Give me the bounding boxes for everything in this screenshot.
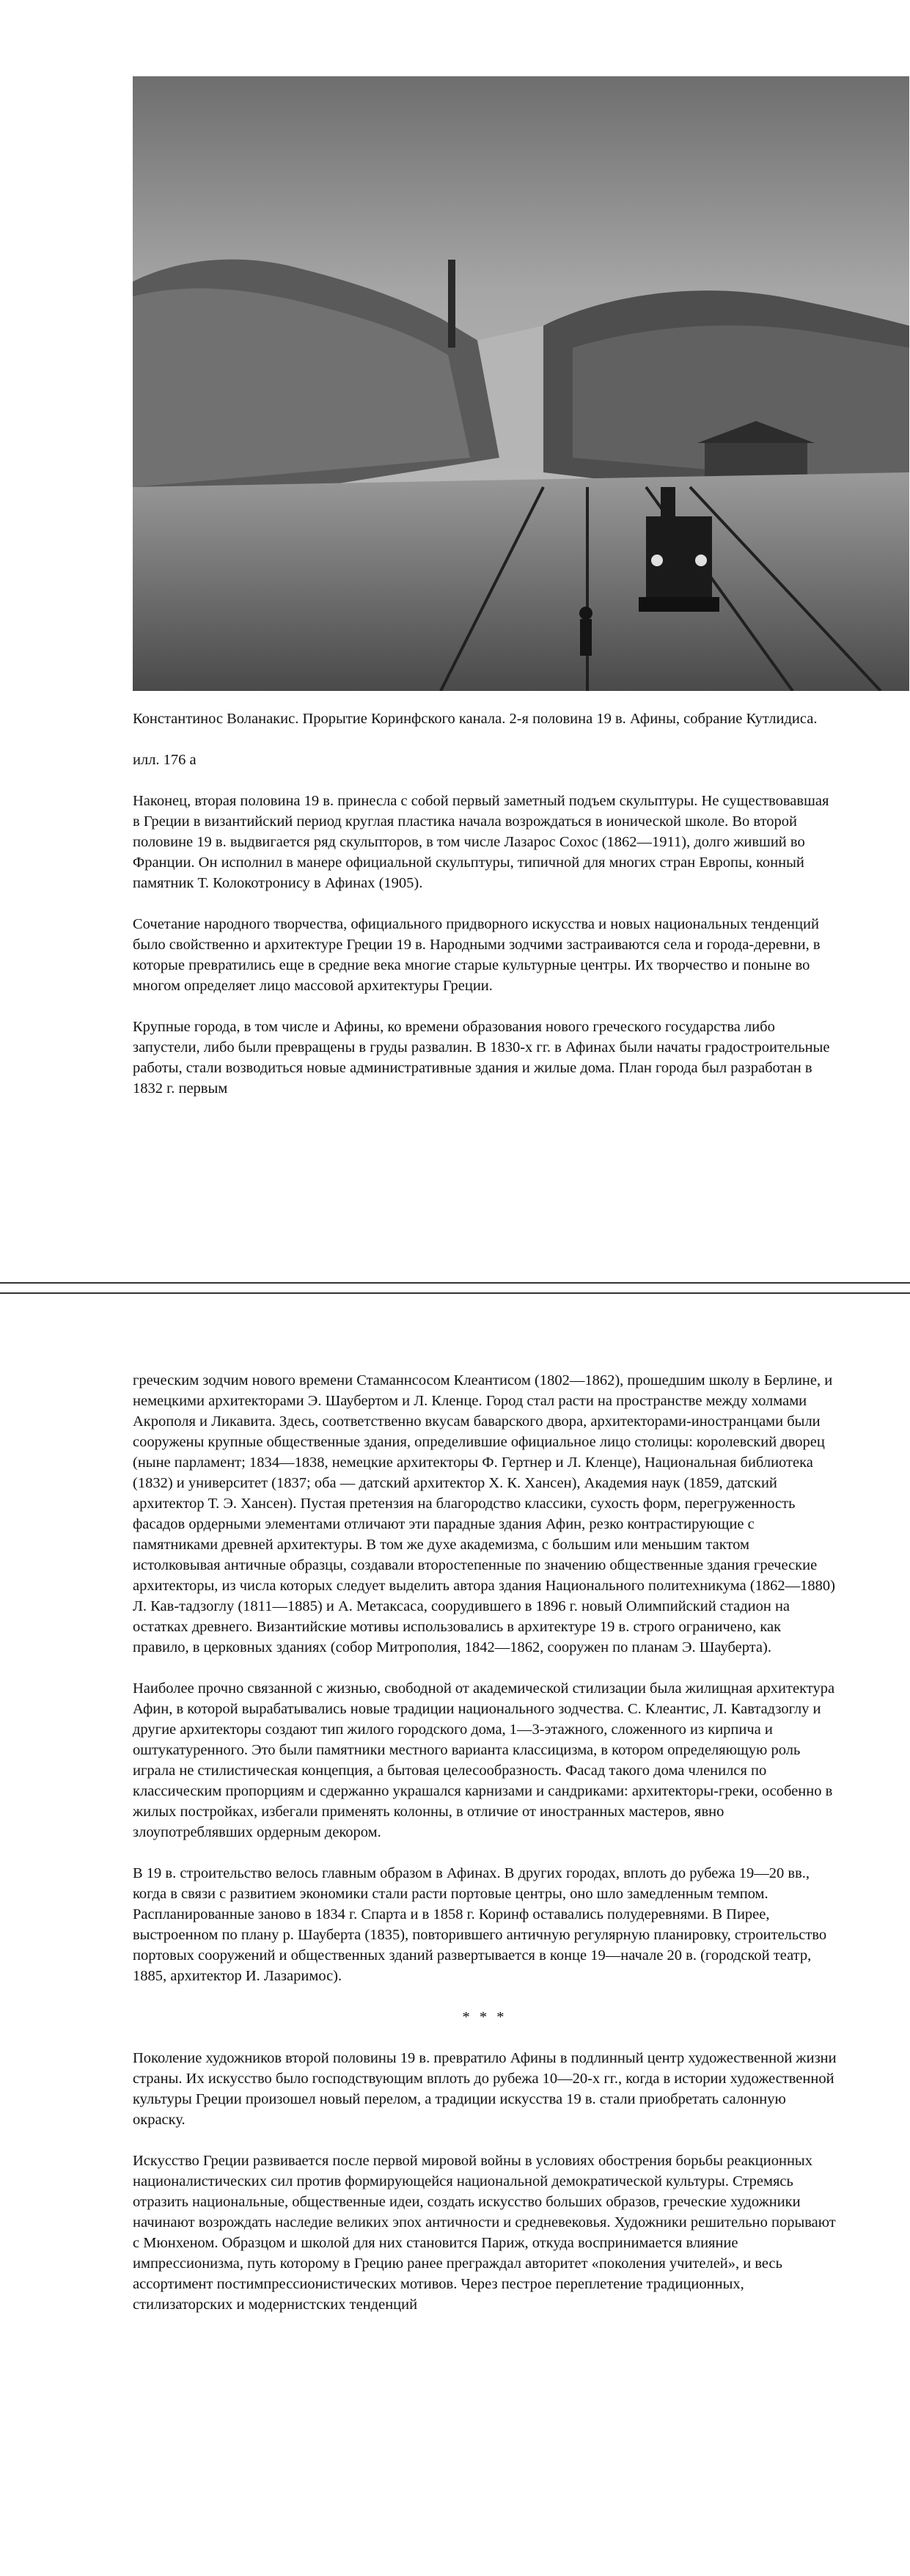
paragraph: Поколение художников второй половины 19 в. превратило Афины в подлинный центр художественной жизни страны. Их искусство было господствующим вплоть до рубежа 10—20-х гг., когда в истории художественной культуры Греции произошел новый перелом, а традиции искусства 19 в. стали приобретать салонную окраску. (133, 2050, 837, 2128)
paragraph: В 19 в. строительство велось главным образом в Афинах. В других городах, вплоть до рубежа 19—20 вв., когда в связи с развитием экономики стали расти портовые центры, оно шло замедленным темпом. Распланированные заново в 1834 г. Спарта и в 1858 г. Коринф оставались полудеревнями. В Пирее, выстроенном по плану р. Шауберта (1835), повторившего античную регулярную планировку, строительство портовых сооружений и общественных зданий развертывается в конце 19—начале 20 в. (городской театр, 1885, архитектор И. Лазаримос). (133, 1865, 827, 1984)
paragraph: Искусство Греции развивается после первой мировой войны в условиях обострения борьбы реакционных националистических сил против формирующейся национальной демократической культуры. Стремясь отразить национальные, общественные идеи, создать искусство больших образов, греческие художники начинают возрождать наследие великих эпох античности и средневековья. Художники решительно порывают с Мюнхеном. Образцом и школой для них становится Париж, откуда воспринимается влияние импрессионизма, путь которому в Грецию ранее преграждал авторитет «поколения учителей», и весь ассортимент постимпрессионистических мотивов. Через пестрое переплетение традиционных, стилизаторских и модернистских тенденций (133, 2153, 836, 2313)
corinth-canal-painting (133, 76, 909, 691)
paragraph: Сочетание народного творчества, официального придворного искусства и новых национальных тенденций было свойственно и архитектуре Греции 19 в. Народными зодчими застраиваются села и города-деревни, в которые превратились еще в средние века многие старые культурные центры. Их творчество и поныне во многом определяет лицо массовой архитектуры Греции. (133, 916, 821, 994)
image-caption: Константинос Воланакис. Прорытие Коринфского канала. 2-я половина 19 в. Афины, собрание Кутлидиса. (133, 711, 818, 727)
page-2 (0, 1294, 910, 2576)
illustration-reference: илл. 176 а (133, 752, 197, 768)
section-separator: * * * (462, 2009, 507, 2025)
page-2-text (133, 1370, 837, 2335)
page-1-text (133, 709, 837, 1119)
page-separator (0, 1282, 910, 1294)
paragraph: Наиболее прочно связанной с жизнью, свободной от академической стилизации была жилищная архитектура Афин, в которой вырабатывались новые традиции национального зодчества. С. Клеантис, Л. Кавтадзоглу и другие архитекторы создают тип жилого городского дома, 1—3-этажного, сложенного из кирпича и оштукатуренного. Это были памятники местного варианта классицизма, в котором определяющую роль играла не стилистическая концепция, а бытовая целесообразность. Фасад такого дома членился по классическим пропорциям и сдержанно украшался карнизами и сандриками: архитекторы-греки, особенно в жилых постройках, избегали применять колонны, в отличие от иностранных мастеров, явно злоупотреблявших ордерным декором. (133, 1680, 835, 1840)
paragraph: греческим зодчим нового времени Стаманнсосом Клеантисом (1802—1862), прошедшим школу в Берлине, и немецкими архитекторами Э. Шаубертом и Л. Кленце. Город стал расти на пространстве между холмами Акрополя и Ликавита. Здесь, соответственно вкусам баварского двора, архитекторами-иностранцами были сооружены крупные общественные здания, определившие официальное лицо столицы: королевский дворец (ныне парламент; 1834—1838, немецкие архитекторы Ф. Гертнер и Л. Кленце), Национальная библиотека (1832) и университет (1837; оба — датский архитектор Х. К. Хансен), Академия наук (1859, датский архитектор Т. Э. Хансен). Пустая претензия на благородство классики, сухость форм, перегруженность фасадов ордерными элементами отличают эти парадные здания Афин, резко контрастирующие с памятниками древней архитектуры. В том же духе академизма, с большим или меньшим тактом истолковывая античные образцы, создавали второстепенные по значению общественные здания греческие архитекторы, из числа которых следует выделить автора здания Национального политехникума (1862—1880) Л. Кав-тадзоглу (1811—1885) и А. Метаксаса, соорудившего в 1896 г. новый Олимпийский стадион на остатках древнего. Византийские мотивы использовались в архитектуре 19 в. строго ограничено, как правило, в церковных зданиях (собор Митрополия, 1842—1862, сооружен по планам Э. Шауберта). (133, 1372, 835, 1655)
painting-image (133, 76, 909, 691)
page-1 (0, 0, 910, 1282)
paragraph: Наконец, вторая половина 19 в. принесла с собой первый заметный подъем скульптуры. Не существовавшая в Греции в византийский период круглая пластика начала возрождаться в ионической школе. Во второй половине 19 в. выдвигается ряд скульпторов, в том числе Лазарос Сохос (1862—1911), долго живший во Франции. Он исполнил в манере официальной скульптуры, типичной для многих стран Европы, конный памятник Т. Колокотронису в Афинах (1905). (133, 793, 829, 891)
paragraph: Крупные города, в том числе и Афины, ко времени образования нового греческого государства либо запустели, либо были превращены в груды развалин. В 1830-х гг. в Афинах были начаты градостроительные работы, стали возводиться новые административные здания и жилые дома. План города был разработан в 1832 г. первым (133, 1019, 830, 1097)
